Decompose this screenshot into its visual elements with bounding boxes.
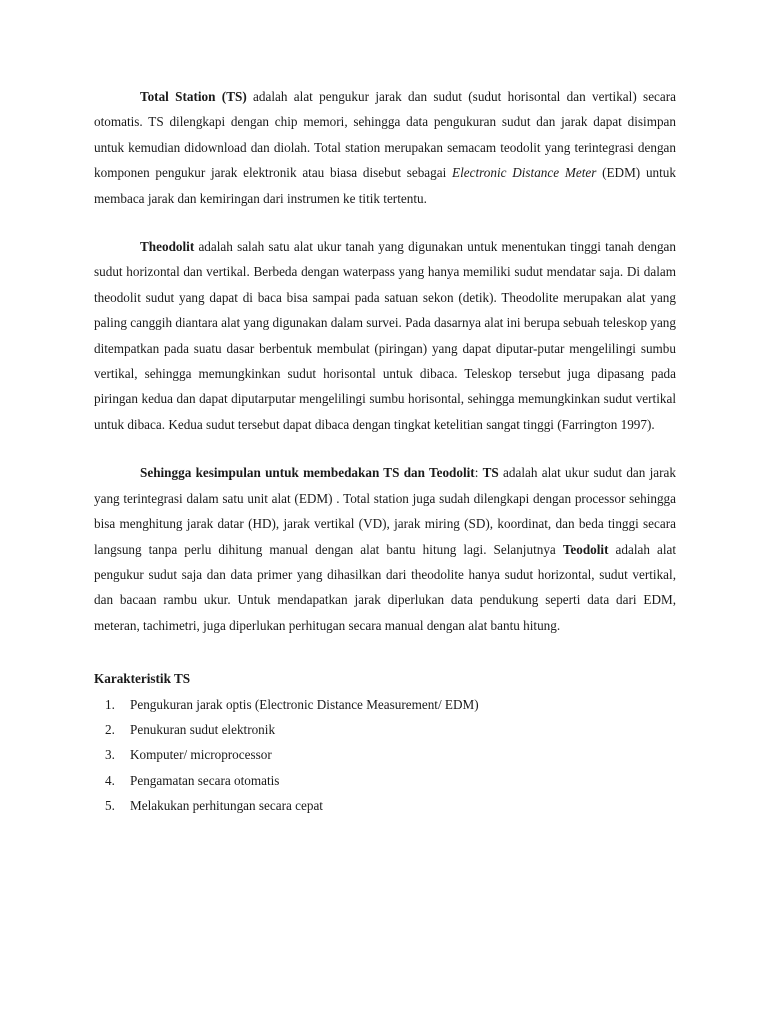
section-title-karakteristik: Karakteristik TS [94,671,191,687]
list-text: Pengukuran jarak optis (Electronic Distance Measurement/ EDM) [130,696,479,712]
list-text: Melakukan perhitungan secara cepat [130,798,323,814]
list-text: Komputer/ microprocessor [130,747,272,763]
term-theodolit: Theodolit [140,239,195,255]
list-item [94,768,676,793]
term-total-station: Total Station (TS) [140,89,247,104]
paragraph-text: adalah salah satu alat ukur tanah yang digunakan untuk menentukan tinggi tanah dengan sudut horizontal dan vertikal. Berbeda dengan waterpass yang hanya memiliki sudut mendatar saja. Di dalam theodolit sudut yang dapat di baca bisa sampai pada satuan sekon (detik). Theodolite merupakan alat yang paling canggih diantara alat yang digunakan dalam survei. Pada dasarnya alat ini berupa sebuah teleskop yang ditempatkan pada suatu dasar berbentuk membulat (piringan) yang dapat diputar-putar mengelilingi sumbu vertikal, sehingga memungkinkan sudut horisontal untuk dibaca. Teleskop tersebut juga dipasang pada piringan kedua dan dapat diputarputar mengelilingi sumbu horisontal, sehingga memungkinkan sudut vertikal untuk dibaca. Kedua sudut tersebut dapat dibaca dengan tingkat ketelitian sangat tinggi (Farrington 1997). [94,239,676,432]
paragraph-text: adalah alat pengukur jarak dan sudut (sudut horisontal dan vertikal) secara otomatis. TS dilengkapi dengan chip memori, sehingga data pengukuran sudut dan jarak dapat disimpan untuk kemudian didownload dan diolah. Total station merupakan semacam teodolit yang terintegrasi dengan komponen pengukur jarak elektronik atau biasa disebut sebagai [94,89,676,181]
list-number: 1. [105,696,115,712]
paragraph-text: (EDM) untuk membaca jarak dan kemiringan dari instrumen ke titik tertentu. [94,165,676,206]
characteristics-list [94,692,676,819]
paragraph-text: adalah alat ukur sudut dan jarak yang terintegrasi dalam satu unit alat (EDM) . Total station juga sudah dilengkapi dengan processor sehingga bisa menghitung jarak datar (HD), jarak vertikal (VD), jarak miring (SD), koordinat, dan beda tinggi secara langsung tanpa perlu dihitung manual dengan alat bantu hitung lagi. Selanjutnya [94,465,676,557]
list-text: Penukuran sudut elektronik [130,721,276,737]
list-number: 4. [105,772,115,788]
paragraph-text: adalah alat pengukur sudut saja dan data primer yang dihasilkan dari theodolite hanya sudut horizontal, sudut vertikal, dan bacaan rambu ukur. Untuk mendapatkan jarak diperlukan data pendukung seperti data dari EDM, meteran, tachimetri, juga diperlukan perhitugan secara manual dengan alat bantu hitung. [94,541,677,633]
list-text: Pengamatan secara otomatis [130,772,280,788]
list-number: 2. [105,721,115,737]
term-conclusion: Sehingga kesimpulan untuk membedakan TS dan Teodolit [140,465,475,481]
paragraph-theodolit [94,234,676,437]
paragraph-conclusion [94,460,676,638]
list-number: 3. [105,747,115,763]
document-page [94,84,676,819]
term-ts: TS [482,465,499,481]
term-edm-italic: Electronic Distance Meter [452,165,597,181]
paragraph-text: : [474,465,483,481]
paragraph-total-station [94,84,676,211]
list-item [94,742,676,767]
list-item [94,717,676,742]
list-number: 5. [105,798,115,814]
list-item [94,692,676,717]
list-item [94,793,676,818]
term-teodolit: Teodolit [562,541,609,557]
